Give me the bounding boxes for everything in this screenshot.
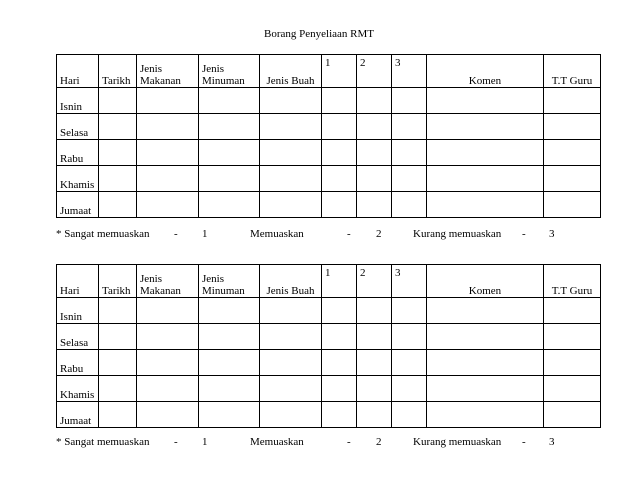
komen-cell[interactable] (427, 402, 544, 428)
tarikh-cell[interactable] (99, 350, 137, 376)
header-jenis-minuman: Jenis Minuman (199, 55, 260, 88)
rating-3-cell[interactable] (392, 88, 427, 114)
rating-1-cell[interactable] (322, 114, 357, 140)
table-row (57, 166, 601, 192)
minuman-cell[interactable] (199, 166, 260, 192)
header-rating-1: 1 (322, 265, 357, 298)
legend-dash: - (174, 436, 178, 448)
tarikh-cell[interactable] (99, 324, 137, 350)
legend-dash: - (347, 228, 351, 240)
rating-2-cell[interactable] (357, 88, 392, 114)
tt-guru-cell[interactable] (544, 140, 601, 166)
tt-guru-cell[interactable] (544, 88, 601, 114)
day-cell: Selasa (57, 114, 99, 140)
rating-1-cell[interactable] (322, 298, 357, 324)
buah-cell[interactable] (260, 402, 322, 428)
komen-cell[interactable] (427, 88, 544, 114)
header-jenis-buah: Jenis Buah (260, 265, 322, 298)
tt-guru-cell[interactable] (544, 324, 601, 350)
tarikh-cell[interactable] (99, 192, 137, 218)
table-row (57, 88, 601, 114)
table-row (57, 192, 601, 218)
buah-cell[interactable] (260, 114, 322, 140)
day-cell: Jumaat (57, 402, 99, 428)
rating-1-cell[interactable] (322, 140, 357, 166)
rating-3-cell[interactable] (392, 402, 427, 428)
makanan-cell[interactable] (137, 166, 199, 192)
makanan-cell[interactable] (137, 298, 199, 324)
buah-cell[interactable] (260, 350, 322, 376)
rating-2-cell[interactable] (357, 376, 392, 402)
minuman-cell[interactable] (199, 88, 260, 114)
rating-1-cell[interactable] (322, 350, 357, 376)
header-rating-2: 2 (357, 55, 392, 88)
tarikh-cell[interactable] (99, 88, 137, 114)
makanan-cell[interactable] (137, 88, 199, 114)
legend-sangat-memuaskan: * Sangat memuaskan (56, 436, 150, 448)
rating-2-cell[interactable] (357, 298, 392, 324)
minuman-cell[interactable] (199, 114, 260, 140)
komen-cell[interactable] (427, 376, 544, 402)
minuman-cell[interactable] (199, 350, 260, 376)
legend-kurang-memuaskan: Kurang memuaskan (413, 228, 502, 240)
header-rating-3: 3 (392, 265, 427, 298)
rating-3-cell[interactable] (392, 114, 427, 140)
komen-cell[interactable] (427, 350, 544, 376)
buah-cell[interactable] (260, 140, 322, 166)
supervision-table-1 (56, 54, 601, 218)
buah-cell[interactable] (260, 376, 322, 402)
tarikh-cell[interactable] (99, 402, 137, 428)
buah-cell[interactable] (260, 298, 322, 324)
tarikh-cell[interactable] (99, 114, 137, 140)
komen-cell[interactable] (427, 192, 544, 218)
rating-2-cell[interactable] (357, 350, 392, 376)
table-row (57, 140, 601, 166)
legend-dash: - (522, 228, 526, 240)
table-row (57, 114, 601, 140)
rating-1-cell[interactable] (322, 192, 357, 218)
buah-cell[interactable] (260, 324, 322, 350)
tt-guru-cell[interactable] (544, 114, 601, 140)
legend-sangat-memuaskan: * Sangat memuaskan (56, 228, 150, 240)
header-hari: Hari (57, 265, 99, 298)
buah-cell[interactable] (260, 88, 322, 114)
tarikh-cell[interactable] (99, 298, 137, 324)
day-cell: Rabu (57, 140, 99, 166)
rating-3-cell[interactable] (392, 350, 427, 376)
legend-value-3: 3 (549, 228, 555, 240)
table-row (57, 376, 601, 402)
rating-2-cell[interactable] (357, 402, 392, 428)
makanan-cell[interactable] (137, 350, 199, 376)
rating-2-cell[interactable] (357, 324, 392, 350)
komen-cell[interactable] (427, 166, 544, 192)
day-cell: Selasa (57, 324, 99, 350)
makanan-cell[interactable] (137, 376, 199, 402)
tarikh-cell[interactable] (99, 166, 137, 192)
legend-dash: - (347, 436, 351, 448)
table-row (57, 350, 601, 376)
tt-guru-cell[interactable] (544, 402, 601, 428)
legend-value-1: 1 (202, 228, 208, 240)
rating-3-cell[interactable] (392, 298, 427, 324)
makanan-cell[interactable] (137, 192, 199, 218)
rating-3-cell[interactable] (392, 324, 427, 350)
minuman-cell[interactable] (199, 140, 260, 166)
legend-memuaskan: Memuaskan (250, 228, 304, 240)
rating-2-cell[interactable] (357, 166, 392, 192)
rating-3-cell[interactable] (392, 166, 427, 192)
rating-1-cell[interactable] (322, 88, 357, 114)
legend-dash: - (522, 436, 526, 448)
day-cell: Isnin (57, 88, 99, 114)
komen-cell[interactable] (427, 324, 544, 350)
table-row (57, 324, 601, 350)
makanan-cell[interactable] (137, 140, 199, 166)
tt-guru-cell[interactable] (544, 298, 601, 324)
buah-cell[interactable] (260, 166, 322, 192)
buah-cell[interactable] (260, 192, 322, 218)
header-rating-2: 2 (357, 265, 392, 298)
form-title: Borang Penyeliaan RMT (264, 28, 374, 40)
day-cell: Khamis (57, 376, 99, 402)
header-jenis-minuman: Jenis Minuman (199, 265, 260, 298)
header-komen: Komen (427, 265, 544, 298)
table-row (57, 298, 601, 324)
legend-value-2: 2 (376, 228, 382, 240)
minuman-cell[interactable] (199, 324, 260, 350)
makanan-cell[interactable] (137, 402, 199, 428)
rating-1-cell[interactable] (322, 324, 357, 350)
header-rating-3: 3 (392, 55, 427, 88)
header-tt-guru: T.T Guru (544, 265, 601, 298)
rating-3-cell[interactable] (392, 376, 427, 402)
day-cell: Rabu (57, 350, 99, 376)
tt-guru-cell[interactable] (544, 350, 601, 376)
header-tt-guru: T.T Guru (544, 55, 601, 88)
day-cell: Jumaat (57, 192, 99, 218)
header-hari: Hari (57, 55, 99, 88)
makanan-cell[interactable] (137, 324, 199, 350)
day-cell: Khamis (57, 166, 99, 192)
rating-2-cell[interactable] (357, 114, 392, 140)
header-komen: Komen (427, 55, 544, 88)
minuman-cell[interactable] (199, 376, 260, 402)
table-header-row (57, 55, 601, 88)
legend-kurang-memuaskan: Kurang memuaskan (413, 436, 502, 448)
minuman-cell[interactable] (199, 402, 260, 428)
header-jenis-makanan: Jenis Makanan (137, 55, 199, 88)
rating-2-cell[interactable] (357, 192, 392, 218)
komen-cell[interactable] (427, 114, 544, 140)
header-tarikh: Tarikh (99, 265, 137, 298)
legend-value-2: 2 (376, 436, 382, 448)
komen-cell[interactable] (427, 140, 544, 166)
table-header-row (57, 265, 601, 298)
day-cell: Isnin (57, 298, 99, 324)
tt-guru-cell[interactable] (544, 166, 601, 192)
header-tarikh: Tarikh (99, 55, 137, 88)
rating-1-cell[interactable] (322, 166, 357, 192)
makanan-cell[interactable] (137, 114, 199, 140)
table-row (57, 402, 601, 428)
tt-guru-cell[interactable] (544, 192, 601, 218)
rating-3-cell[interactable] (392, 140, 427, 166)
tarikh-cell[interactable] (99, 140, 137, 166)
header-jenis-makanan: Jenis Makanan (137, 265, 199, 298)
header-rating-1: 1 (322, 55, 357, 88)
rating-3-cell[interactable] (392, 192, 427, 218)
legend-memuaskan: Memuaskan (250, 436, 304, 448)
minuman-cell[interactable] (199, 192, 260, 218)
tt-guru-cell[interactable] (544, 376, 601, 402)
legend-value-1: 1 (202, 436, 208, 448)
legend-value-3: 3 (549, 436, 555, 448)
tarikh-cell[interactable] (99, 376, 137, 402)
rating-1-cell[interactable] (322, 376, 357, 402)
supervision-table-2 (56, 264, 601, 428)
komen-cell[interactable] (427, 298, 544, 324)
rating-1-cell[interactable] (322, 402, 357, 428)
header-jenis-buah: Jenis Buah (260, 55, 322, 88)
rating-2-cell[interactable] (357, 140, 392, 166)
legend-dash: - (174, 228, 178, 240)
minuman-cell[interactable] (199, 298, 260, 324)
